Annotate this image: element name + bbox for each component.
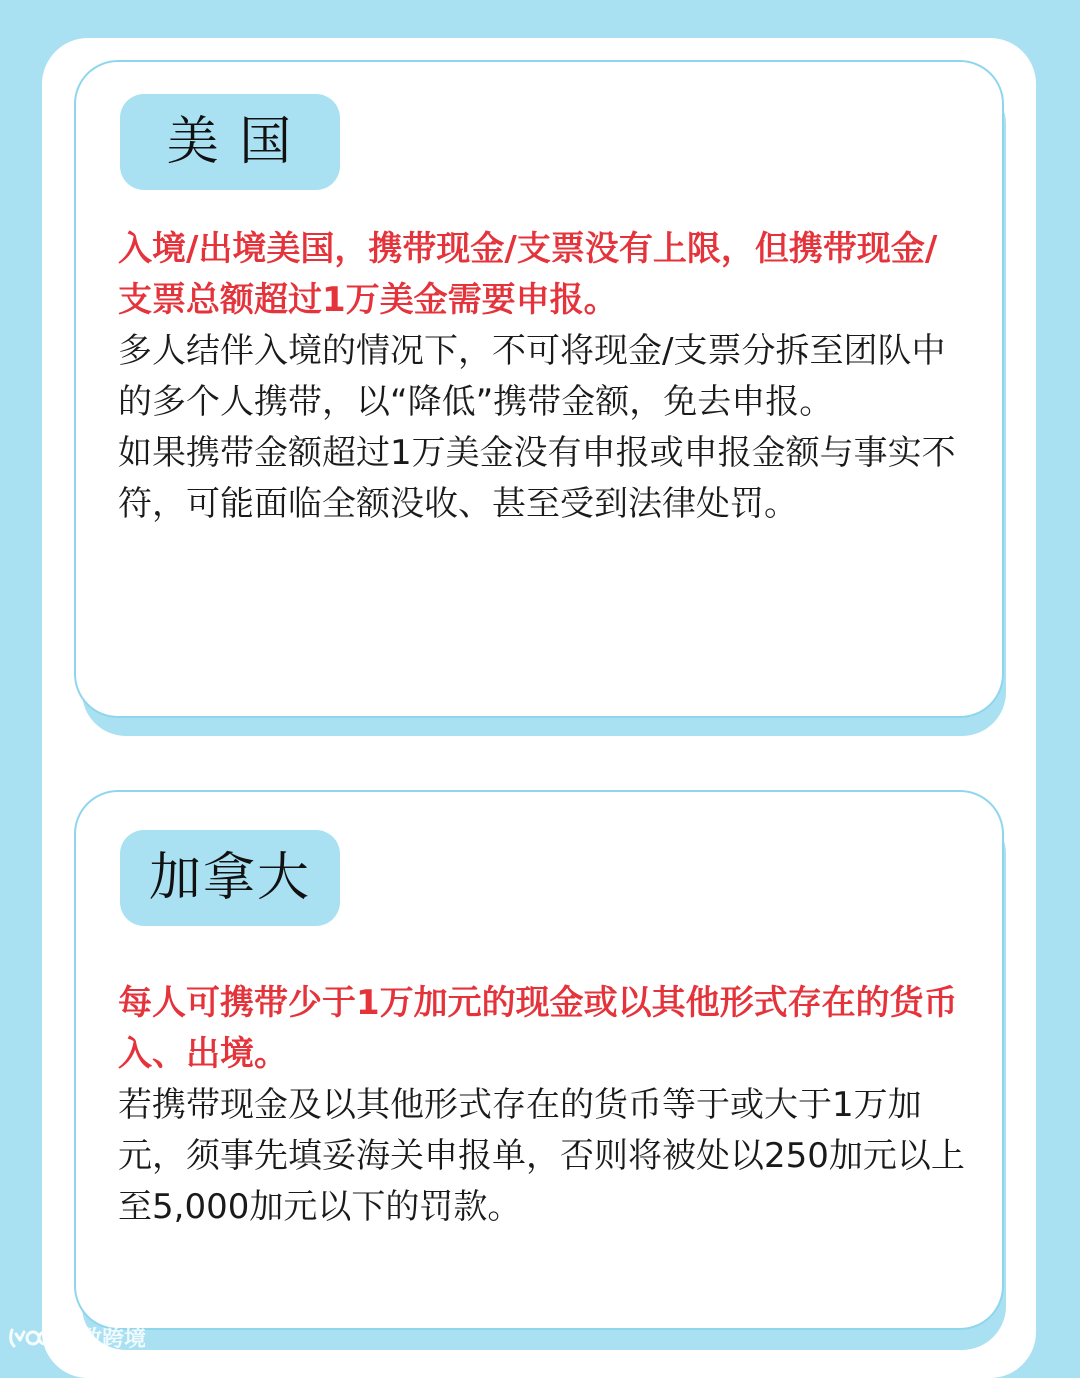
canada-country-tag: 加拿大	[120, 830, 340, 926]
usa-highlight-text: 入境/出境美国，携带现金/支票没有上限，但携带现金/支票总额超过1万美金需要申报。	[118, 229, 938, 320]
watermark-text: 大数跨境	[58, 1327, 147, 1352]
canada-highlight-text: 每人可携带少于1万加元的现金或以其他形式存在的货币入、出境。	[118, 983, 958, 1074]
usa-country-tag: 美 国	[120, 94, 340, 190]
canada-paragraph-1: 若携带现金及以其他形式存在的货币等于或大于1万加元，须事先填妥海关申报单，否则将被处以250加元以上至5,000加元以下的罚款。	[118, 1085, 965, 1227]
watermark	[8, 1322, 146, 1353]
brand-logo-icon	[8, 1326, 52, 1350]
canada-text-block	[118, 978, 968, 1233]
usa-paragraph-2: 如果携带金额超过1万美金没有申报或申报金额与事实不符，可能面临全额没收、甚至受到法律处罚。	[118, 433, 956, 524]
usa-paragraph-1: 多人结伴入境的情况下，不可将现金/支票分拆至团队中的多个人携带，以“降低”携带金额，免去申报。	[118, 331, 946, 422]
usa-text-block	[118, 224, 968, 530]
